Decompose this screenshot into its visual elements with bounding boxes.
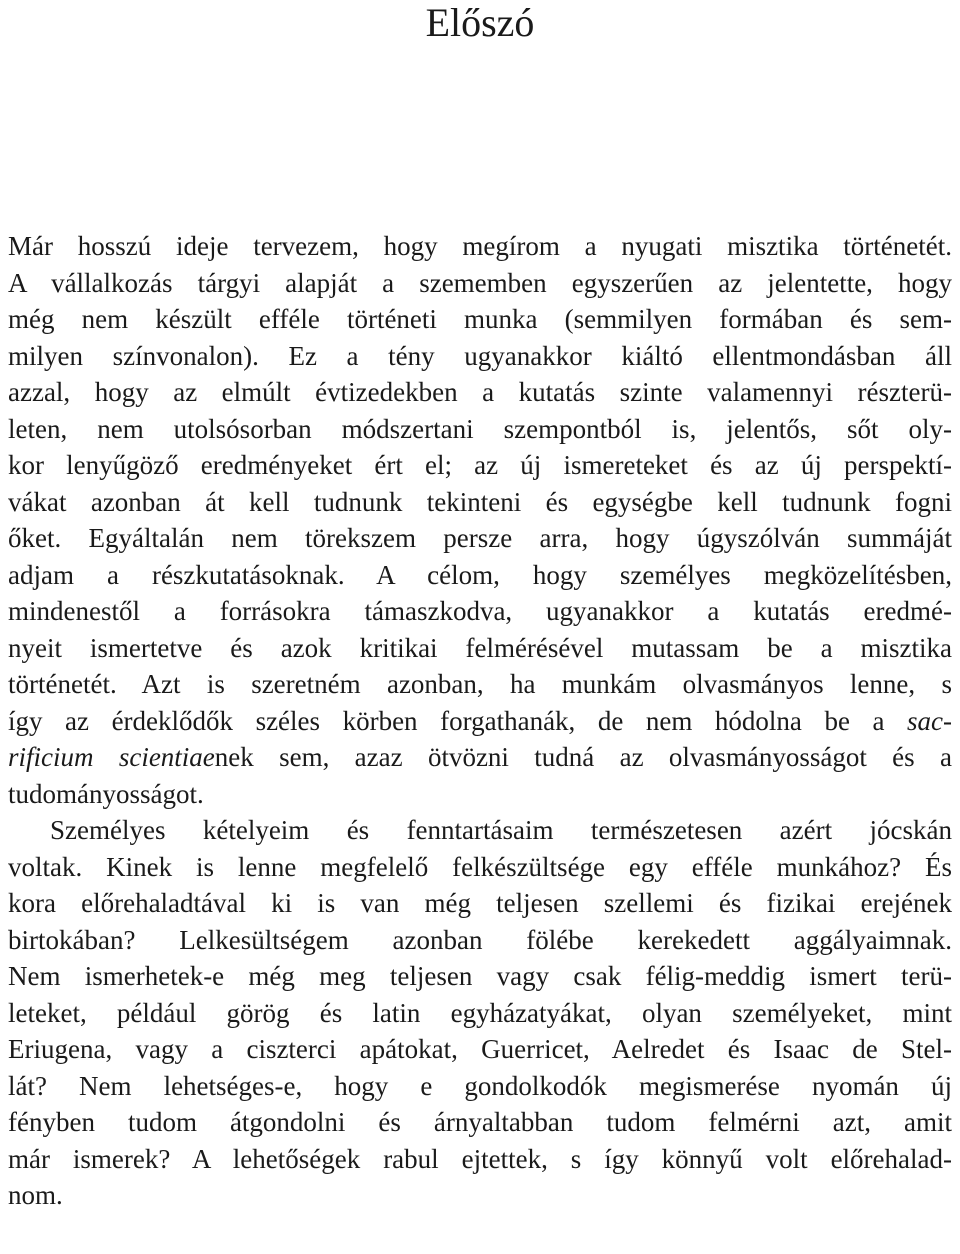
text-segment: nek sem, azaz ötvözni tudná az olvasmányosságot és a — [214, 742, 952, 772]
text-line: adjam a részkutatásoknak. A célom, hogy személyes megközelítésben, — [8, 559, 952, 590]
text-line: Személyes kételyeim és fenntartásaim természetesen azért jócskán — [50, 815, 952, 845]
text-line: lát? Nem lehetséges-e, hogy e gondolkodók megismerése nyomán új — [8, 1070, 952, 1101]
text-line: leten, nem utolsósorban módszertani szempontból is, jelentős, sőt oly- — [8, 413, 952, 444]
italic-segment: sac- — [907, 705, 952, 736]
text-line: őket. Egyáltalán nem törekszem persze arra, hogy úgyszólván summáját — [8, 523, 952, 553]
text-line: mindenestől a forrásokra támaszkodva, ugyanakkor a kutatás eredmé- — [8, 596, 952, 626]
text-line: leteket, például görög és latin egyházatyákat, olyan személyeket, mint — [8, 997, 952, 1028]
text-line: Nem ismerhetek-e még meg teljesen vagy csak félig-meddig ismert terü- — [8, 961, 952, 991]
text-line-with-italic — [8, 739, 952, 776]
text-line: fényben tudom átgondolni és árnyaltabban tudom felmérni azt, amit — [8, 1107, 952, 1137]
text-line: kor lenyűgöző eredményeket ért el; az új ismereteket és az új perspektí- — [8, 450, 952, 480]
text-line-with-italic — [8, 703, 952, 740]
text-line: azzal, hogy az elmúlt évtizedekben a kutatás szinte valamennyi részterü- — [8, 377, 952, 407]
italic-segment: rificium scientiae — [8, 742, 215, 772]
text-line: vákat azonban át kell tudnunk tekinteni és egységbe kell tudnunk fogni — [8, 486, 952, 517]
text-line: még nem készült efféle történeti munka (semmilyen formában és sem- — [8, 304, 952, 334]
text-line: történetét. Azt is szeretném azonban, ha munkám olvasmányos lenne, s — [8, 669, 952, 699]
text-line: kora előrehaladtával ki is van még teljesen szellemi és fizikai erejének — [8, 888, 952, 918]
text-line: birtokában? Lelkesültségem azonban fölébe kerekedett aggályaimnak. — [8, 924, 952, 955]
text-line: Már hosszú ideje tervezem, hogy megírom a nyugati misztika történetét. — [8, 231, 952, 261]
text-line: Eriugena, vagy a ciszterci apátokat, Guerricet, Aelredet és Isaac de Stel- — [8, 1034, 952, 1064]
body-text — [8, 228, 952, 1214]
page-title: Előszó — [425, 0, 535, 45]
text-line: A vállalkozás tárgyi alapját a szememben egyszerűen az jelentette, hogy — [8, 267, 952, 298]
text-segment: így az érdeklődők széles körben forgathanák, de nem hódolna be a — [8, 705, 908, 736]
text-line: nyeit ismertetve és azok kritikai felmérésével mutassam be a misztika — [8, 632, 952, 663]
text-line: tudományosságot. — [8, 778, 204, 809]
text-line: már ismerek? A lehetőségek rabul ejtettek, s így könnyű volt előrehalad- — [8, 1143, 952, 1174]
text-line: milyen színvonalon). Ez a tény ugyanakkor kiáltó ellentmondásban áll — [8, 340, 952, 371]
text-line: voltak. Kinek is lenne megfelelő felkészültsége egy efféle munkához? És — [8, 851, 952, 882]
text-line: nom. — [8, 1180, 63, 1210]
